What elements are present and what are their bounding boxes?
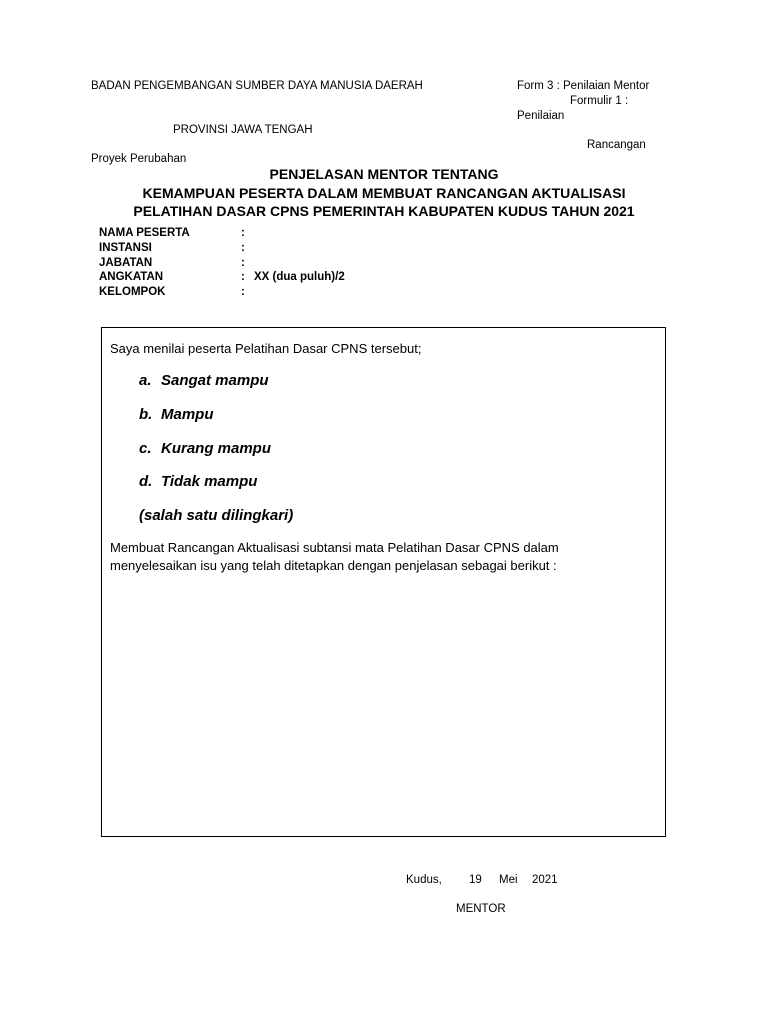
option-a-letter: a. xyxy=(139,372,152,389)
org-name: BADAN PENGEMBANGAN SUMBER DAYA MANUSIA DAERAH xyxy=(91,80,423,92)
option-c[interactable] xyxy=(139,440,271,457)
field-instansi-colon: : xyxy=(241,242,245,254)
option-b-letter: b. xyxy=(139,406,153,423)
assessment-box xyxy=(101,327,666,837)
field-instansi-label: INSTANSI xyxy=(99,242,152,254)
signature-day: 19 xyxy=(469,874,482,886)
option-d[interactable] xyxy=(139,473,257,490)
title-line-3: PELATIHAN DASAR CPNS PEMERINTAH KABUPATEN KUDUS TAHUN 2021 xyxy=(133,203,635,219)
field-angkatan-colon: : xyxy=(241,271,245,283)
signature-place: Kudus, xyxy=(406,874,442,886)
field-nama-label: NAMA PESERTA xyxy=(99,227,190,239)
option-d-text: Tidak mampu xyxy=(161,473,258,490)
proyek-label: Proyek Perubahan xyxy=(91,153,187,165)
field-kelompok-colon: : xyxy=(241,286,245,298)
form-label: Form 3 : Penilaian Mentor xyxy=(517,80,650,92)
penilaian-label: Penilaian xyxy=(517,110,565,122)
option-a[interactable] xyxy=(139,372,269,389)
field-jabatan-colon: : xyxy=(241,257,245,269)
option-c-text: Kurang mampu xyxy=(161,440,272,457)
option-b-text: Mampu xyxy=(161,406,214,423)
assessment-para-line-2: menyelesaikan isu yang telah ditetapkan dengan penjelasan sebagai berikut : xyxy=(110,558,557,573)
formulir-label: Formulir 1 : xyxy=(570,95,629,107)
field-kelompok-label: KELOMPOK xyxy=(99,286,166,298)
assessment-intro: Saya menilai peserta Pelatihan Dasar CPNS tersebut; xyxy=(110,341,422,356)
option-b[interactable] xyxy=(139,406,214,423)
province-name: PROVINSI JAWA TENGAH xyxy=(173,124,313,136)
signature-month: Mei xyxy=(499,874,518,886)
rancangan-label: Rancangan xyxy=(587,139,646,151)
assessment-para-line-1: Membuat Rancangan Aktualisasi subtansi mata Pelatihan Dasar CPNS dalam xyxy=(110,540,559,555)
field-nama-colon: : xyxy=(241,227,245,239)
field-angkatan-value: XX (dua puluh)/2 xyxy=(254,271,345,283)
option-a-text: Sangat mampu xyxy=(161,372,269,389)
title-line-2: KEMAMPUAN PESERTA DALAM MEMBUAT RANCANGAN AKTUALISASI xyxy=(142,185,626,201)
signature-year: 2021 xyxy=(532,874,558,886)
option-d-letter: d. xyxy=(139,473,153,490)
option-c-letter: c. xyxy=(139,440,152,457)
signer-title: MENTOR xyxy=(456,903,506,915)
title-line-1: PENJELASAN MENTOR TENTANG xyxy=(269,166,499,182)
field-jabatan-label: JABATAN xyxy=(99,257,153,269)
option-note: (salah satu dilingkari) xyxy=(139,507,294,524)
field-angkatan-label: ANGKATAN xyxy=(99,271,164,283)
